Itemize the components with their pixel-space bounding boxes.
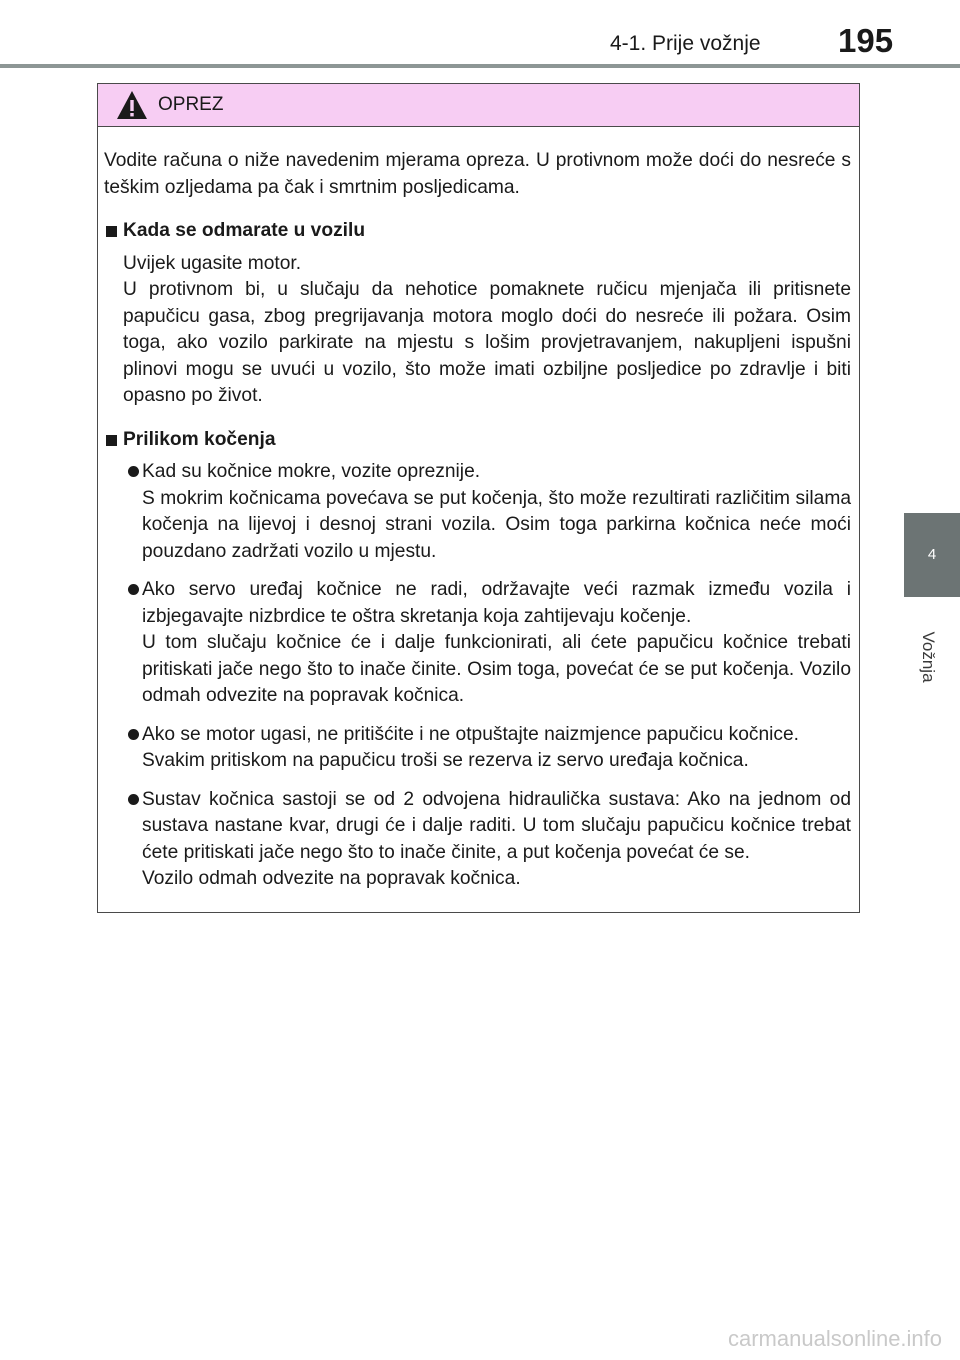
square-bullet-icon [106, 226, 117, 237]
round-bullet-icon [128, 584, 139, 595]
watermark[interactable]: carmanualsonline.info [728, 1326, 943, 1351]
paragraph: Ako servo uređaj kočnice ne radi, održavajte veći razmak između vozila i izbjegavajte nizbrdice te oštra skretanja koja zahtijevaju kočenje. [142, 579, 851, 627]
chapter-tab [904, 513, 960, 597]
round-bullet-icon [128, 794, 139, 805]
caution-intro: Vodite računa o niže navedenim mjerama opreza. U protivnom može doći do nesreće s teškim ozljedama pa čak i smrtnim posljedicama. [104, 150, 851, 198]
list-item [104, 787, 851, 893]
square-bullet-icon [106, 435, 117, 446]
paragraph: S mokrim kočnicama povećava se put kočenja, što može rezultirati različitim silama kočenja na lijevoj i desnoj strani vozila. Osim toga parkirna kočnica neće moći pouzdano zadržati vozilo u mjestu. [142, 487, 851, 562]
round-bullet-icon [128, 466, 139, 477]
paragraph: Ako se motor ugasi, ne pritišćite i ne otpuštajte naizmjence papučicu kočnice. [142, 723, 799, 745]
paragraph: Svakim pritiskom na papučicu troši se rezerva iz servo uređaja kočnica. [142, 750, 749, 771]
section-braking [104, 427, 851, 893]
section-resting [104, 218, 851, 410]
paragraph: Uvijek ugasite motor. [123, 252, 302, 274]
section-heading-text: Prilikom kočenja [123, 428, 276, 450]
paragraph: U protivnom bi, u slučaju da nehotice pomaknete ručicu mjenjača ili pritisnete papučicu gasa, zbog pregrijavanja motora moglo doći do nesreće ili požara. Osim toga, ako vozilo parkirate na mjestu s lošim provjetravanjem, nakupljeni ispušni plinovi mogu se uvući u vozilo, što može imati ozbiljne posljedice po zdravlje i biti opasno po život. [123, 279, 851, 406]
caution-body [98, 127, 859, 893]
paragraph: Kad su kočnice mokre, vozite opreznije. [142, 461, 481, 482]
caution-box [97, 83, 860, 913]
section-heading-text: Kada se odmarate u vozilu [123, 220, 366, 241]
paragraph: U tom slučaju kočnice će i dalje funkcionirati, ali ćete papučicu kočnice trebati pritiskati jače nego što to inače činite. Osim toga, povećat će se put kočenja. Vozilo odmah odvezite na popravak kočnica. [142, 632, 851, 706]
paragraph: Vozilo odmah odvezite na popravak kočnica. [142, 868, 521, 889]
section-heading [104, 427, 851, 454]
chapter-label [898, 612, 958, 702]
chapter-number: 4 [927, 546, 937, 563]
paragraph: Sustav kočnica sastoji se od 2 odvojena hidraulička sustava: Ako na jednom od sustava nastane kvar, drugi će i dalje raditi. U tom slučaju papučicu kočnice trebat ćete pritiskati jače nego što to inače činite, a put kočenja povećat će se. [142, 788, 851, 863]
page-number: 195 [838, 22, 894, 59]
round-bullet-icon [128, 729, 139, 740]
list-item [104, 459, 851, 565]
list-item [104, 722, 851, 775]
section-text [123, 251, 851, 410]
list-item [104, 577, 851, 710]
warning-triangle-icon [116, 90, 148, 120]
section-heading [104, 218, 851, 245]
chapter-label-text: Vožnja [919, 631, 938, 683]
caution-title: OPREZ [158, 94, 224, 115]
caution-header [98, 84, 859, 127]
header-rule [0, 64, 960, 68]
section-title: 4-1. Prije vožnje [610, 32, 761, 55]
